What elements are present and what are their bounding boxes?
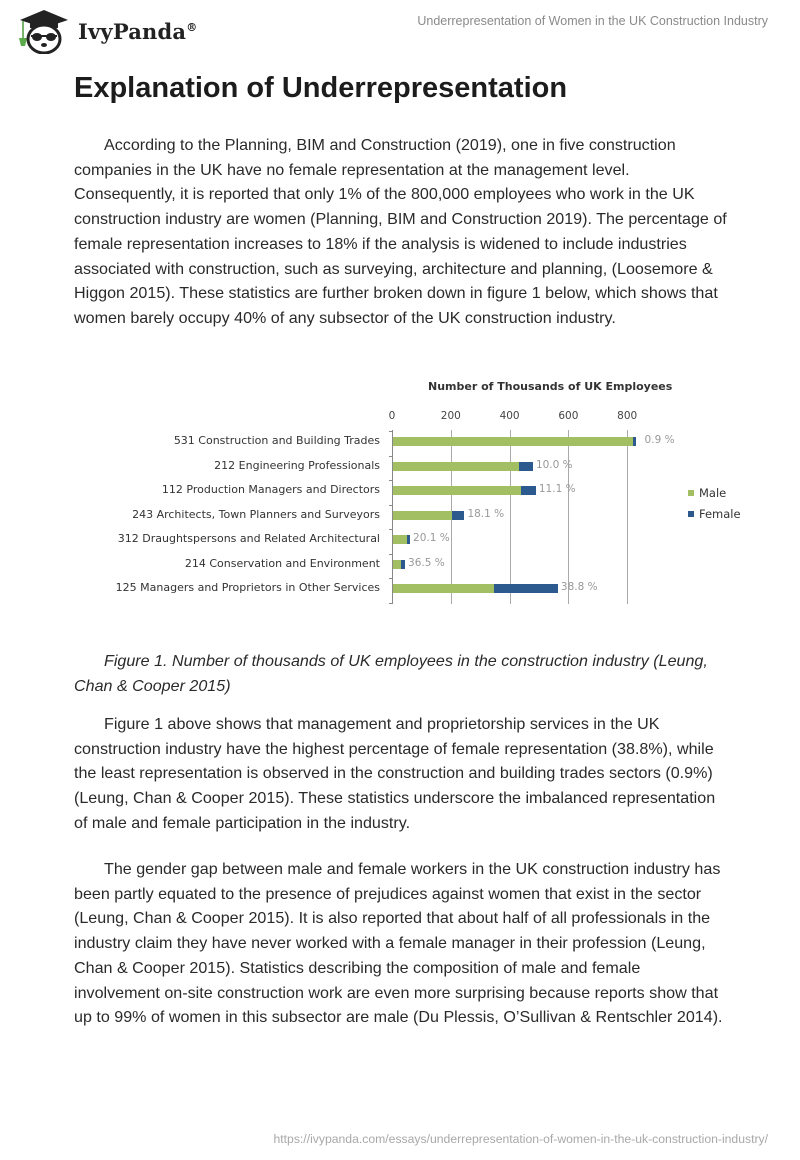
source-url[interactable]: https://ivypanda.com/essays/underrepresentation-of-women-in-the-uk-construction-industry/ bbox=[273, 1132, 768, 1146]
y-axis-tick bbox=[389, 578, 393, 579]
female-percentage-label: 0.9 % bbox=[644, 434, 675, 446]
bar-male bbox=[393, 511, 452, 520]
category-label: 125 Managers and Proprietors in Other Services bbox=[115, 581, 380, 594]
figure-caption: Figure 1. Number of thousands of UK employees in the construction industry (Leung, Chan & Cooper 2015) bbox=[74, 652, 708, 695]
category-label: 312 Draughtspersons and Related Architectural bbox=[117, 532, 380, 545]
ivypanda-logo[interactable] bbox=[16, 8, 197, 54]
page-header bbox=[0, 0, 800, 60]
paragraph-figure-discussion: Figure 1 above shows that management and proprietorship services in the UK construction industry have the highest percentage of female representation (38.8%), while the least representation is observed in the construction and building trades sectors (0.9%) (Leung, Chan & Cooper 2015). These statistics underscore the imbalanced representation of male and female participation in the industry. bbox=[74, 715, 716, 832]
section-heading: Explanation of Underrepresentation bbox=[74, 72, 568, 104]
category-label: 112 Production Managers and Directors bbox=[161, 483, 380, 496]
bar-male bbox=[393, 535, 407, 544]
bar-female bbox=[494, 584, 558, 593]
bar-male bbox=[393, 437, 633, 446]
bar-female bbox=[519, 462, 533, 471]
x-tick-label: 0 bbox=[388, 410, 396, 422]
bar-female bbox=[401, 560, 405, 569]
female-swatch-icon bbox=[688, 511, 694, 517]
female-percentage-label: 18.1 % bbox=[467, 507, 505, 520]
x-tick-label: 800 bbox=[617, 410, 638, 422]
legend-item-female: Female bbox=[688, 503, 741, 524]
female-percentage-label: 11.1 % bbox=[538, 483, 576, 495]
category-label: 243 Architects, Town Planners and Surveyors bbox=[132, 507, 380, 521]
paragraph-gender-gap: The gender gap between male and female workers in the UK construction industry has been partly equated to the presence of prejudices against women that exist in the sector (Leung, Chan & Cooper 2015). It is also reported that about half of all professionals in the industry claim they have never worked with a female manager in their profession (Leung, Chan & Cooper 2015). Statistics describing the composition of male and female involvement on-site construction work are even more surprising because reports show that up to 99% of women in this subsector are male (Du Plessis, O’Sullivan & Rentschler 2014). bbox=[74, 860, 723, 1027]
female-percentage-label: 38.8 % bbox=[560, 581, 598, 593]
gridline bbox=[568, 430, 569, 604]
x-tick-label: 600 bbox=[558, 410, 579, 422]
logo-text: IvyPanda® bbox=[78, 18, 198, 44]
category-label: 212 Engineering Professionals bbox=[214, 458, 380, 472]
chart-title: Number of Thousands of UK Employees bbox=[428, 380, 673, 393]
paragraph-intro: According to the Planning, BIM and Construction (2019), one in five construction companies in the UK have no female representation at the management level. Consequently, it is reported that only 1% of the 800,000 employees who work in the UK construction industry are women (Planning, BIM and Construction 2019). The percentage of female representation increases to 18% if the analysis is widened to include industries associated with construction, such as surveying, architecture and planning, (Loosemore & Higgon 2015). These statistics are further broken down in figure 1 below, which shows that women barely occupy 40% of any subsector of the UK construction industry. bbox=[74, 136, 727, 327]
y-axis-tick bbox=[389, 554, 393, 555]
x-tick-label: 200 bbox=[440, 410, 461, 422]
bar-female bbox=[521, 486, 536, 495]
male-swatch-icon bbox=[688, 490, 694, 496]
female-percentage-label: 10.0 % bbox=[535, 458, 573, 471]
female-percentage-label: 20.1 % bbox=[413, 532, 450, 544]
y-axis-tick bbox=[389, 603, 393, 604]
employees-bar-chart bbox=[110, 370, 760, 610]
y-axis-tick bbox=[389, 529, 393, 530]
document-title: Underrepresentation of Women in the UK Construction Industry bbox=[417, 14, 768, 28]
bar-male bbox=[393, 486, 521, 495]
y-axis-tick bbox=[389, 431, 393, 432]
panda-graduate-icon bbox=[16, 8, 72, 54]
bar-female bbox=[452, 511, 465, 520]
female-percentage-label: 36.5 % bbox=[408, 556, 445, 569]
bar-male bbox=[393, 462, 519, 471]
x-tick-label: 400 bbox=[499, 410, 520, 422]
bar-female bbox=[407, 535, 411, 544]
gridline bbox=[510, 430, 511, 604]
y-axis-tick bbox=[389, 480, 393, 481]
legend-item-male: Male bbox=[688, 482, 741, 503]
y-axis-tick bbox=[389, 505, 393, 506]
y-axis-tick bbox=[389, 456, 393, 457]
category-label: 531 Construction and Building Trades bbox=[173, 434, 380, 447]
chart-legend bbox=[688, 482, 741, 524]
category-label: 214 Conservation and Environment bbox=[184, 556, 380, 570]
bar-male bbox=[393, 584, 494, 593]
bar-male bbox=[393, 560, 401, 569]
bar-female bbox=[633, 437, 635, 446]
gridline bbox=[627, 430, 628, 604]
